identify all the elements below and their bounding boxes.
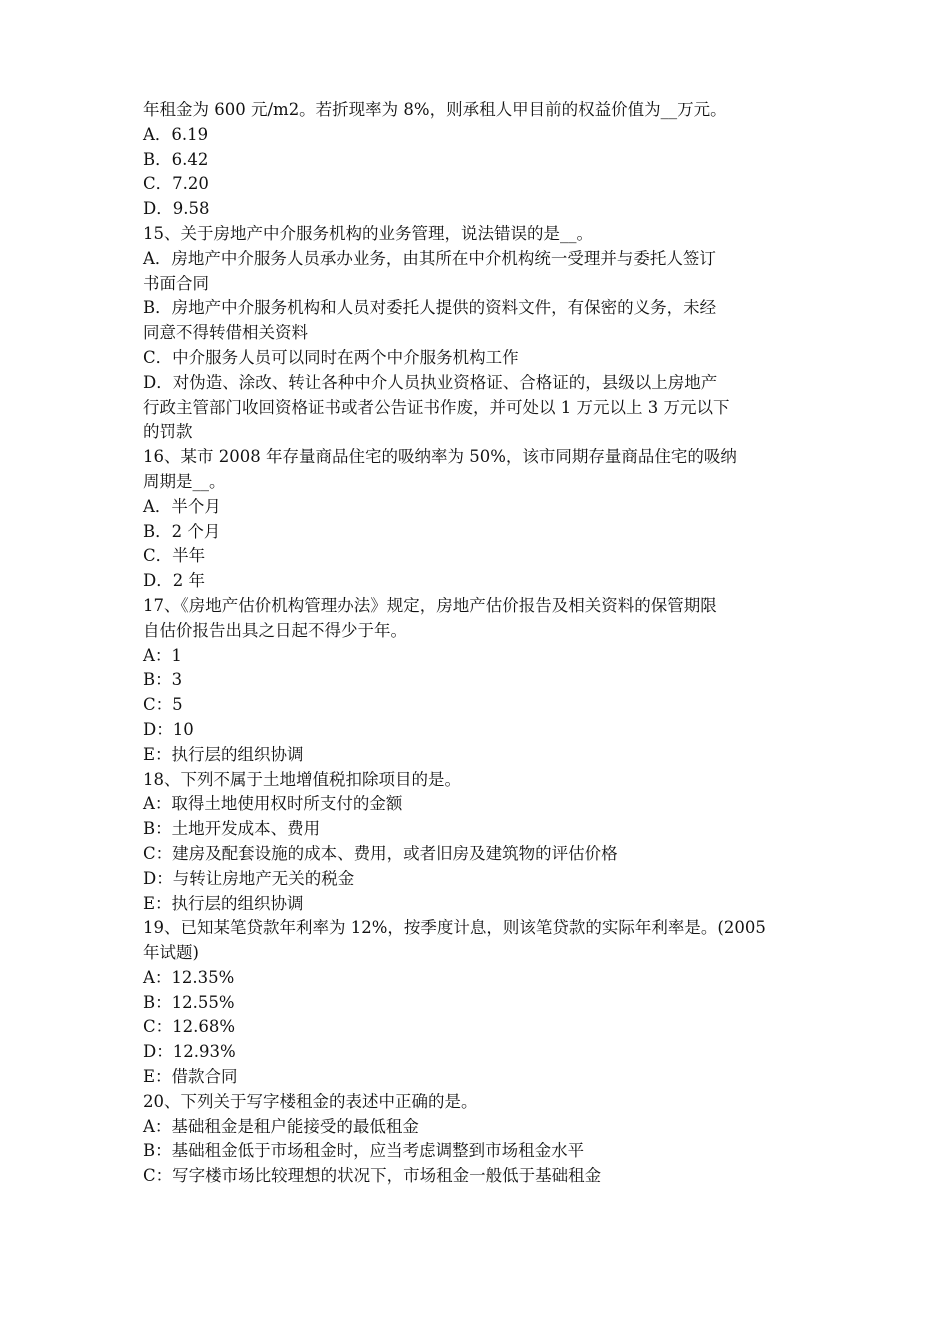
text-line: D：12.93% bbox=[143, 1042, 236, 1062]
text-line: 行政主管部门收回资格证书或者公告证书作废，并可处以 1 万元以上 3 万元以下 bbox=[143, 397, 730, 417]
text-line: C：12.68% bbox=[143, 1017, 236, 1037]
text-line: 书面合同 bbox=[143, 273, 209, 293]
text-line: A．半个月 bbox=[143, 496, 221, 516]
text-line: D：与转让房地产无关的税金 bbox=[143, 868, 355, 888]
text-line: C．7.20 bbox=[143, 174, 209, 194]
text-line: E：执行层的组织协调 bbox=[143, 744, 304, 764]
text-line: 的罚款 bbox=[143, 422, 193, 442]
text-line: 20、下列关于写字楼租金的表述中正确的是。 bbox=[143, 1091, 478, 1111]
text-line: 年试题) bbox=[143, 943, 199, 963]
text-line: 周期是__。 bbox=[143, 471, 226, 491]
text-line: A．房地产中介服务人员承办业务，由其所在中介机构统一受理并与委托人签订 bbox=[143, 248, 716, 268]
text-line: E：执行层的组织协调 bbox=[143, 893, 304, 913]
text-line: 17、《房地产估价机构管理办法》规定，房地产估价报告及相关资料的保管期限 bbox=[143, 595, 717, 615]
text-line: B：土地开发成本、费用 bbox=[143, 819, 321, 839]
text-line: 16、某市 2008 年存量商品住宅的吸纳率为 50%，该市同期存量商品住宅的吸纳 bbox=[143, 447, 737, 467]
text-line: 19、已知某笔贷款年利率为 12%，按季度计息，则该笔贷款的实际年利率是。(2005 bbox=[143, 918, 766, 938]
text-line: A：12.35% bbox=[143, 967, 235, 987]
text-line: 18、下列不属于土地增值税扣除项目的是。 bbox=[143, 769, 461, 789]
text-line: B．房地产中介服务机构和人员对委托人提供的资料文件，有保密的义务，未经 bbox=[143, 298, 717, 318]
text-line: C：5 bbox=[143, 695, 183, 715]
text-line: A：1 bbox=[143, 645, 182, 665]
text-line: 同意不得转借相关资料 bbox=[143, 323, 308, 343]
text-line: C：写字楼市场比较理想的状况下，市场租金一般低于基础租金 bbox=[143, 1166, 602, 1186]
text-line: D：10 bbox=[143, 719, 194, 739]
text-line: 自估价报告出具之日起不得少于年。 bbox=[143, 620, 407, 640]
document-page bbox=[143, 98, 813, 1189]
text-line: C：建房及配套设施的成本、费用，或者旧房及建筑物的评估价格 bbox=[143, 843, 618, 863]
text-line: B．6.42 bbox=[143, 149, 209, 169]
text-line: E：借款合同 bbox=[143, 1067, 238, 1087]
text-line: C．半年 bbox=[143, 546, 206, 566]
text-line: A：取得土地使用权时所支付的金额 bbox=[143, 794, 403, 814]
text-line: 15、关于房地产中介服务机构的业务管理，说法错误的是__。 bbox=[143, 223, 593, 243]
text-line: D．2 年 bbox=[143, 571, 205, 591]
text-line: C．中介服务人员可以同时在两个中介服务机构工作 bbox=[143, 347, 519, 367]
text-line: A：基础租金是租户能接受的最低租金 bbox=[143, 1116, 419, 1136]
text-line: D．9.58 bbox=[143, 199, 210, 219]
text-line: D．对伪造、涂改、转让各种中介人员执业资格证、合格证的，县级以上房地产 bbox=[143, 372, 718, 392]
text-line: B：12.55% bbox=[143, 992, 235, 1012]
text-line: A．6.19 bbox=[143, 124, 209, 144]
text-line: B：基础租金低于市场租金时，应当考虑调整到市场租金水平 bbox=[143, 1141, 585, 1161]
text-line: B：3 bbox=[143, 670, 183, 690]
text-line: 年租金为 600 元/m2。若折现率为 8%，则承租人甲目前的权益价值为__万元。 bbox=[143, 100, 727, 119]
text-line: B．2 个月 bbox=[143, 521, 221, 541]
